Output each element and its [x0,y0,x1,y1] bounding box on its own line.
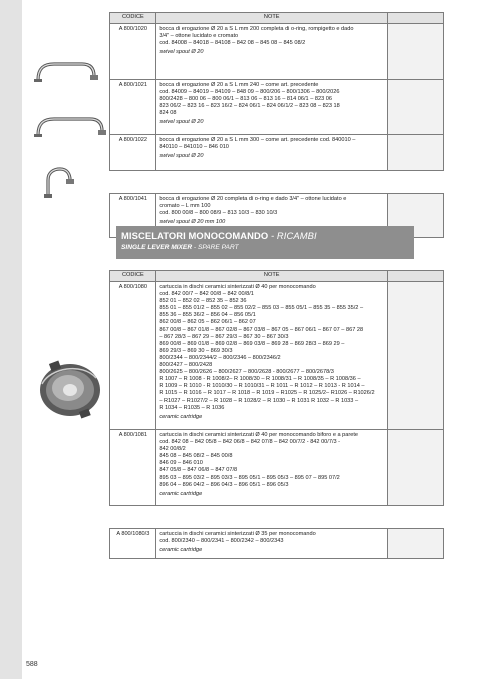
blank-cell [388,135,444,171]
note-line: cromato – L mm 100 [159,203,211,210]
note-line: 800/2428 – 800 06 – 800 06/1 – 813 06 – 813 16 – 814 06/1 – 823 06 [159,96,332,103]
english-description: swivel spout Ø 20 mm 100 [159,219,226,226]
note-line: bocca di erogazione Ø 20 a S L mm 300 – come art. precedente cod. 840010 – [159,137,356,143]
english-description: swivel spout Ø 20 [159,153,204,160]
note-line: 823 06/2 – 823 16 – 823 16/2 – 824 06/1 – 824 06/1/2 – 823 08 – 823 18 [159,103,340,110]
spacer-row [22,506,444,529]
note-line: 800/2344 – 800/2344/2 – 800/2346 – 800/2346/2 [159,354,281,361]
product-note [156,282,388,430]
note-line: R 1015 – R 1016 – R 1017 – R 1018 – R 1019 – R1025 – R 1025/2– R1026 – R1026/2 [159,390,375,397]
product-code: A 800/1041 [110,194,156,238]
product-code: A 800/1021 [110,80,156,135]
english-description: swivel spout Ø 20 [159,119,204,126]
product-note [156,430,388,506]
product-note [156,80,388,135]
note-line: 824 08 [159,110,177,117]
note-line: 869 29/3 – 869 30 – 869 30/3 [159,347,233,354]
code-column-header: CODICE [110,13,156,24]
table-row [22,430,444,506]
note-line: 855 36 – 855 36/2 – 856 04 – 856 05/1 [159,312,256,319]
notes-column-header: NOTE [156,13,388,24]
note-line: cartuccia in dischi ceramici sinterizzati Ø 40 per monocomando [159,284,316,290]
english-description: swivel spout Ø 20 [159,49,204,56]
note-line: cartuccia in dischi ceramici sinterizzati Ø 35 per monocomando [159,531,316,537]
table-row [22,529,444,559]
note-line: cod. 800/2340 – 800/2341 – 800/2342 – 800/2343 [159,538,284,545]
spout-100-image [40,166,76,200]
note-line: 862 00/8 – 862 05 – 862 06/1 – 862 07 [159,319,256,326]
note-line: 896 04 – 896 04/2 – 896 04/3 – 896 05/1 – 896 05/3 [159,481,289,488]
product-note [156,135,388,171]
product-code: A 800/1081 [110,430,156,506]
spout-240-image [32,113,112,139]
section-title-suffix: - RICAMBI [268,230,317,241]
product-code: A 800/1080/3 [110,529,156,559]
left-sidebar-strip [0,0,22,679]
blank-column-header [388,13,444,24]
product-note [156,529,388,559]
note-line: cod. 84009 – 84019 – 84109 – 848 09 – 800/206 – 800/1306 – 800/2026 [159,89,340,96]
note-line: 855 01 – 855 01/2 – 855 02 – 855 02/2 – 855 03 – 855 05/1 – 855 35 – 855 35/2 – [159,305,364,312]
page-number: 588 [26,661,38,668]
note-line: 847 05/8 – 847 06/8 – 847 07/8 [159,467,238,474]
blank-column-header [388,271,444,282]
section-subtitle [121,244,239,251]
blank-cell [388,430,444,506]
note-line: 840110 – 841010 – 846 010 [159,144,229,151]
notes-column-header: NOTE [156,271,388,282]
product-code: A 800/1020 [110,24,156,80]
blank-cell [388,24,444,80]
english-description: ceramic cartridge [159,490,203,497]
product-code: A 800/1022 [110,135,156,171]
blank-cell [388,282,444,430]
product-code: A 800/1080 [110,282,156,430]
spout-200-image [32,58,104,84]
note-line: cod. 842 08 – 842 05/8 – 842 06/8 – 842 07/8 – 842 00/7/2 - 842 00/7/3 - [159,439,341,446]
note-line: 852 01 – 852 02 – 852 35 – 852 36 [159,298,247,305]
english-description: ceramic cartridge [159,547,203,554]
note-line: bocca di erogazione Ø 20 completa di o-ring e dado 3/4" – ottone lucidato e [159,196,347,202]
product-note [156,24,388,80]
note-line: 895 03 – 895 03/2 – 895 03/3 – 895 05/1 – 895 05/3 – 895 07 – 895 07/2 [159,474,340,481]
note-line: bocca di erogazione Ø 20 a S L mm 240 – come art. precedente [159,82,319,88]
section-banner [116,226,414,259]
spacer-row [22,171,444,194]
note-line: 842 00/8/2 [159,446,186,453]
note-line: R 1009 – R 1010 - R 1010/30 – R 1010/31 – R 1011 – R 1012 – R 1013 - R 1014 – [159,383,365,390]
note-line: cod. 84008 – 84018 – 84108 – 842 08 – 845 08 – 845 08/2 [159,40,306,47]
note-line: 800/2427 – 800/2428 [159,362,213,369]
note-line: 3/4" – ottone lucidato e cromato [159,33,239,40]
blank-cell [388,529,444,559]
section-title [121,230,317,241]
table-row [22,135,444,171]
note-line: cod. 842 00/7 – 842 00/8 – 842 00/8/1 [159,291,254,298]
note-line: 869 00/8 – 869 01/8 – 869 02/8 – 869 03/8 – 869 28 – 869 28/3 – 869 29 – [159,340,345,347]
ceramic-cartridge-image [30,354,110,424]
note-line: 845 08 – 845 08/2 – 845 00/8 [159,453,233,460]
section-title-main: MISCELATORI MONOCOMANDO [121,230,269,241]
section-subtitle-main: SINGLE LEVER MIXER [121,244,193,251]
note-line: cod. 800 00/8 – 800 08/9 – 813 10/3 – 830 10/3 [159,210,278,217]
note-line: R 1034 – R1035 – R 1036 [159,404,225,411]
note-line: 846 09 – 846 010 [159,460,203,467]
note-line: – R1027 – R1027/2 – R 1028 – R 1028/2 – R 1030 – R 1031 R 1032 – R 1033 – [159,397,359,404]
english-description: ceramic cartridge [159,413,203,420]
table-header-row [22,13,444,24]
blank-cell [388,80,444,135]
note-line: bocca di erogazione Ø 20 a S L mm 200 completa di o-ring, rompigetto e dado [159,26,354,32]
section-subtitle-suffix: - SPARE PART [192,244,239,251]
note-line: 867 00/8 – 867 01/8 – 867 02/8 – 867 03/8 – 867 05 – 867 06/1 – 867 07 – 867 28 [159,326,364,333]
note-line: cartuccia in dischi ceramici sinterizzati Ø 40 per monocomando biforo e a parete [159,432,359,438]
table-header-row [22,271,444,282]
note-line: 800/2625 – 800/2626 – 800/2627 – 800/2628 - 800/2677 – 800/2678/3 [159,369,334,376]
code-column-header: CODICE [110,271,156,282]
note-line: – 867 28/3 – 867 29 – 867 29/3 – 867 30 – 867 30/3 [159,333,289,340]
note-line: R 1007 – R 1008 - R 1008/2– R 1008/30 – R 1008/31 – R 1008/35 – R 1008/36 – [159,376,361,383]
